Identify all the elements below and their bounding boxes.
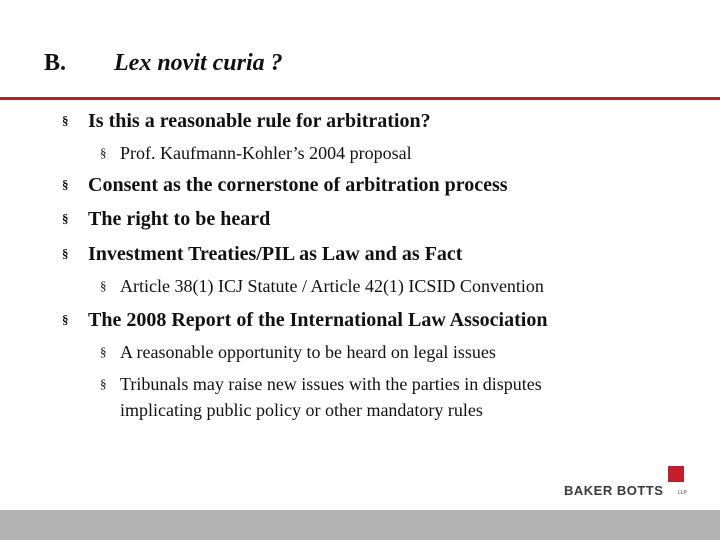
sub-bullet-continuation: implicating public policy or other mandatory rules — [120, 400, 483, 420]
bullet-icon: § — [100, 344, 107, 359]
bullet-item — [62, 243, 462, 266]
logo-square-icon — [668, 466, 684, 482]
logo-suffix: LLP — [678, 490, 687, 496]
bullet-text: Investment Treaties/PIL as Law and as Fact — [88, 243, 463, 265]
logo-wordmark: BAKER BOTTS — [564, 483, 664, 498]
bullet-icon: § — [62, 246, 69, 261]
bullet-item — [62, 174, 508, 197]
sub-bullet-item — [100, 276, 544, 297]
bullet-icon: § — [62, 113, 69, 128]
sub-bullet-item — [100, 342, 496, 363]
bullet-text: Prof. Kaufmann-Kohler’s 2004 proposal — [120, 143, 412, 163]
bullet-text: The right to be heard — [88, 208, 271, 230]
bullet-text: Article 38(1) ICJ Statute / Article 42(1) ICSID Convention — [120, 276, 544, 296]
bullet-text: Consent as the cornerstone of arbitration process — [88, 174, 508, 196]
footer-bar — [0, 510, 720, 540]
bullet-item — [62, 208, 270, 231]
section-letter: B. — [44, 50, 67, 76]
bullet-icon: § — [62, 177, 69, 192]
bullet-text: Is this a reasonable rule for arbitration? — [88, 110, 431, 132]
sub-bullet-item — [100, 143, 412, 164]
company-logo — [564, 466, 687, 506]
bullet-icon: § — [100, 278, 107, 293]
bullet-icon: § — [62, 312, 69, 327]
bullet-icon: § — [100, 376, 107, 391]
bullet-icon: § — [100, 145, 107, 160]
sub-bullet-item — [100, 374, 542, 395]
bullet-icon: § — [62, 211, 69, 226]
title-text: Lex novit curia ? — [114, 50, 283, 76]
bullet-text: The 2008 Report of the International Law Association — [88, 309, 548, 331]
bullet-item — [62, 309, 547, 332]
title-underline — [0, 97, 720, 100]
bullet-text: A reasonable opportunity to be heard on legal issues — [120, 342, 496, 362]
bullet-text: Tribunals may raise new issues with the parties in disputes — [120, 374, 542, 394]
bullet-item — [62, 110, 431, 133]
